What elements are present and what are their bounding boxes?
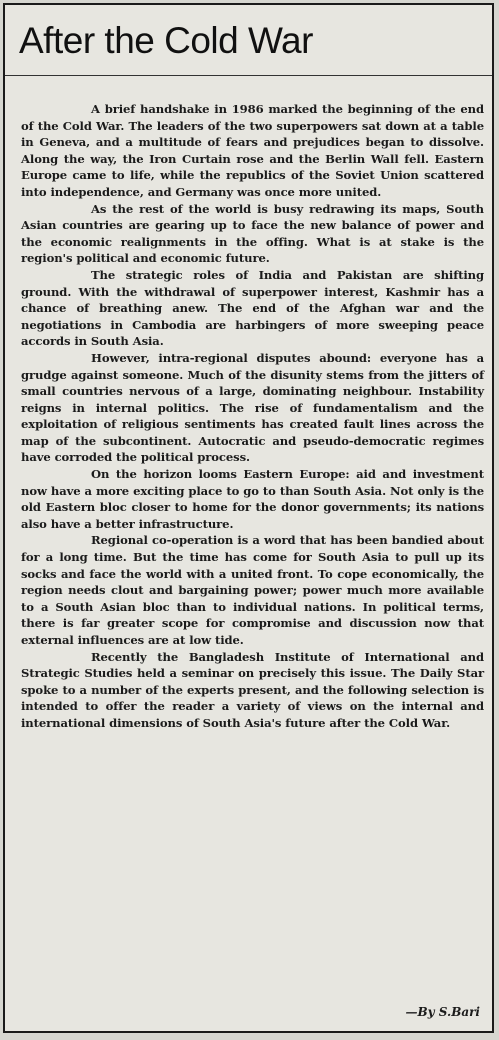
article-paragraph: The strategic roles of India and Pakistan are shifting ground. With the withdrawal of superpower interest, Kashmir has a chance of breathing anew. The end of the Afghan war and the negotiations in Cambodia are harbingers of more sweeping peace accords in South Asia. (21, 267, 484, 349)
headline-divider (5, 75, 492, 76)
article-paragraph: As the rest of the world is busy redrawing its maps, South Asian countries are gearing up to face the new balance of power and the economic realignments in the offing. What is at stake is the region's political and economic future. (21, 201, 484, 266)
article-body (21, 101, 484, 732)
article-paragraph: Regional co-operation is a word that has been bandied about for a long time. But the time has come for South Asia to pull up its socks and face the world with a united front. To cope economically, the region needs clout and bargaining power; power much more available to a South Asian bloc than to individual nations. In political terms, there is far greater scope for compromise and discussion now that external influences are at low tide. (21, 533, 484, 647)
article-byline: —By S.Bari (405, 1005, 480, 1019)
article-paragraph: However, intra-regional disputes abound: everyone has a grudge against someone. Much of the disunity stems from the jitters of small countries nervous of a large, dominating neighbour. Instability reigns in internal politics. The rise of fundamentalism and the exploitation of religious sentiments has created fault lines across the map of the subcontinent. Autocratic and pseudo-democratic regimes have corroded the political process. (21, 350, 484, 465)
article-headline: After the Cold War (19, 20, 313, 61)
article-clipping (3, 3, 494, 1033)
article-paragraph: Recently the Bangladesh Institute of International and Strategic Studies held a seminar on precisely this issue. The Daily Star spoke to a number of the experts present, and the following selection is intended to offer the reader a variety of views on the internal and international dimensions of South Asia's future after the Cold War. (21, 649, 484, 730)
article-paragraph: On the horizon looms Eastern Europe: aid and investment now have a more exciting place to go to than South Asia. Not only is the old Eastern bloc closer to home for the donor governments; its nations also have a better infrastructure. (21, 467, 484, 531)
article-paragraph: A brief handshake in 1986 marked the beginning of the end of the Cold War. The leaders of the two superpowers sat down at a table in Geneva, and a multitude of fears and prejudices began to dissolve. Along the way, the Iron Curtain rose and the Berlin Wall fell. Eastern Europe came to life, while the republics of the Soviet Union scattered into independence, and Germany was once more united. (21, 102, 484, 199)
